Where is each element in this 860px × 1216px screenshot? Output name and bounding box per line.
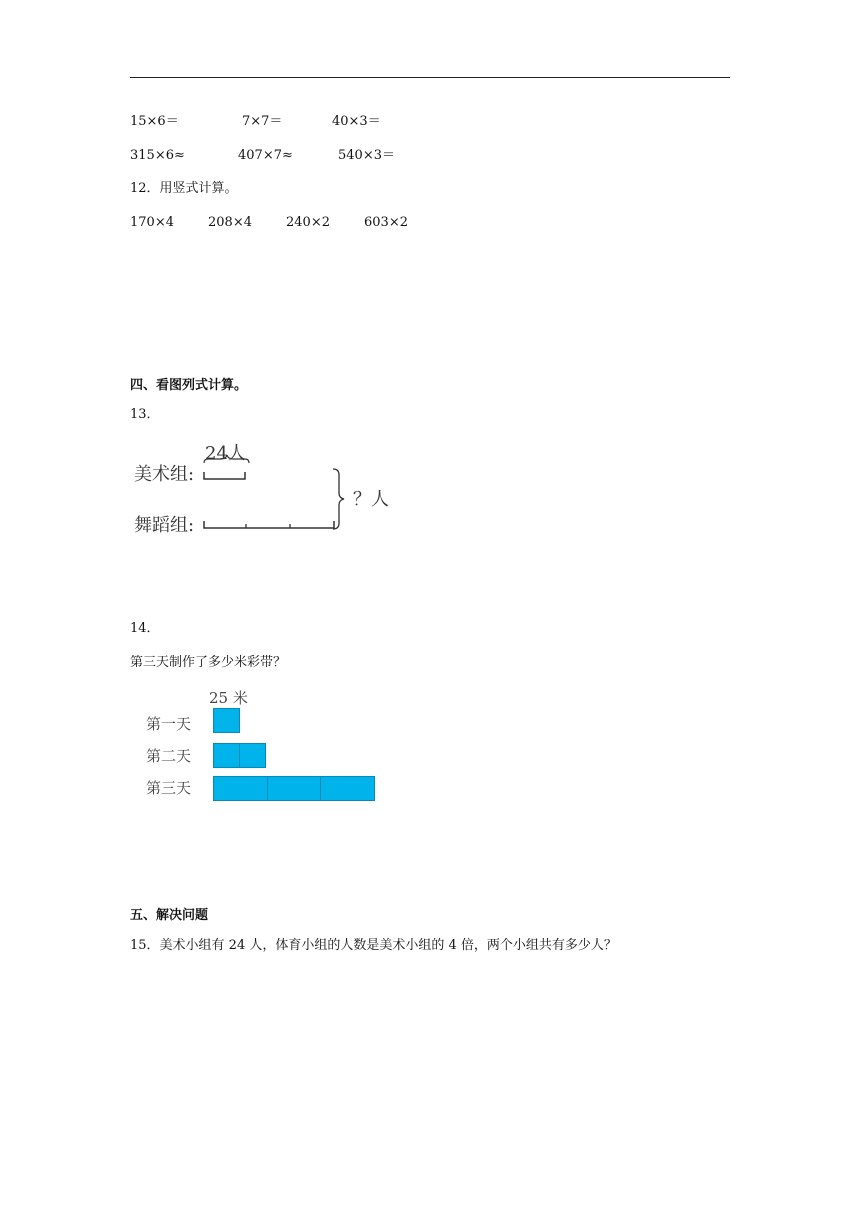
q13-right-brace bbox=[333, 469, 344, 529]
q14-day3-block bbox=[267, 776, 321, 801]
q14-day3-label: 第三天 bbox=[146, 779, 192, 797]
q13-top-label: 24人 bbox=[205, 443, 246, 464]
q13-question: ？人 bbox=[353, 489, 389, 510]
section-4-heading: 四、看图列式计算。 bbox=[130, 378, 248, 393]
q14-day3-block bbox=[320, 776, 375, 801]
q13-dance-segment bbox=[204, 521, 334, 528]
q14-day2-block bbox=[239, 743, 266, 768]
q14-unit-label: 25 米 bbox=[209, 689, 248, 707]
expr-240x2: 240×2 bbox=[286, 215, 330, 230]
expr-170x4: 170×4 bbox=[130, 215, 174, 230]
q13-row2-label: 舞蹈组: bbox=[134, 515, 195, 536]
expr-208x4: 208×4 bbox=[208, 215, 252, 230]
expr-15x6: 15×6＝ bbox=[130, 114, 179, 129]
q14-day2-label: 第二天 bbox=[146, 747, 192, 765]
q13-art-segment bbox=[204, 472, 245, 479]
question-13-number: 13． bbox=[130, 407, 160, 422]
q14-day2-block bbox=[213, 743, 240, 768]
expr-407x7: 407×7≈ bbox=[238, 148, 293, 163]
q13-row1-label: 美术组: bbox=[134, 464, 195, 485]
question-14-text: 第三天制作了多少米彩带？ bbox=[130, 655, 287, 670]
header-rule bbox=[130, 77, 730, 78]
expr-603x2: 603×2 bbox=[364, 215, 408, 230]
q14-day3-block bbox=[213, 776, 268, 801]
expr-540x3: 540×3＝ bbox=[338, 148, 395, 163]
expr-315x6: 315×6≈ bbox=[130, 148, 185, 163]
q13-segments bbox=[195, 455, 355, 535]
question-14-number: 14． bbox=[130, 621, 160, 636]
expr-40x3: 40×3＝ bbox=[332, 114, 381, 129]
question-15: 15．美术小组有 24 人，体育小组的人数是美术小组的 4 倍，两个小组共有多少人？ bbox=[130, 938, 617, 953]
q14-day1-label: 第一天 bbox=[146, 715, 192, 733]
section-5-heading: 五、解决问题 bbox=[130, 908, 209, 923]
q14-day1-block bbox=[213, 708, 240, 733]
expr-7x7: 7×7＝ bbox=[242, 114, 283, 129]
q13-top-brace bbox=[204, 455, 249, 463]
question-12: 12．用竖式计算。 bbox=[130, 181, 238, 196]
